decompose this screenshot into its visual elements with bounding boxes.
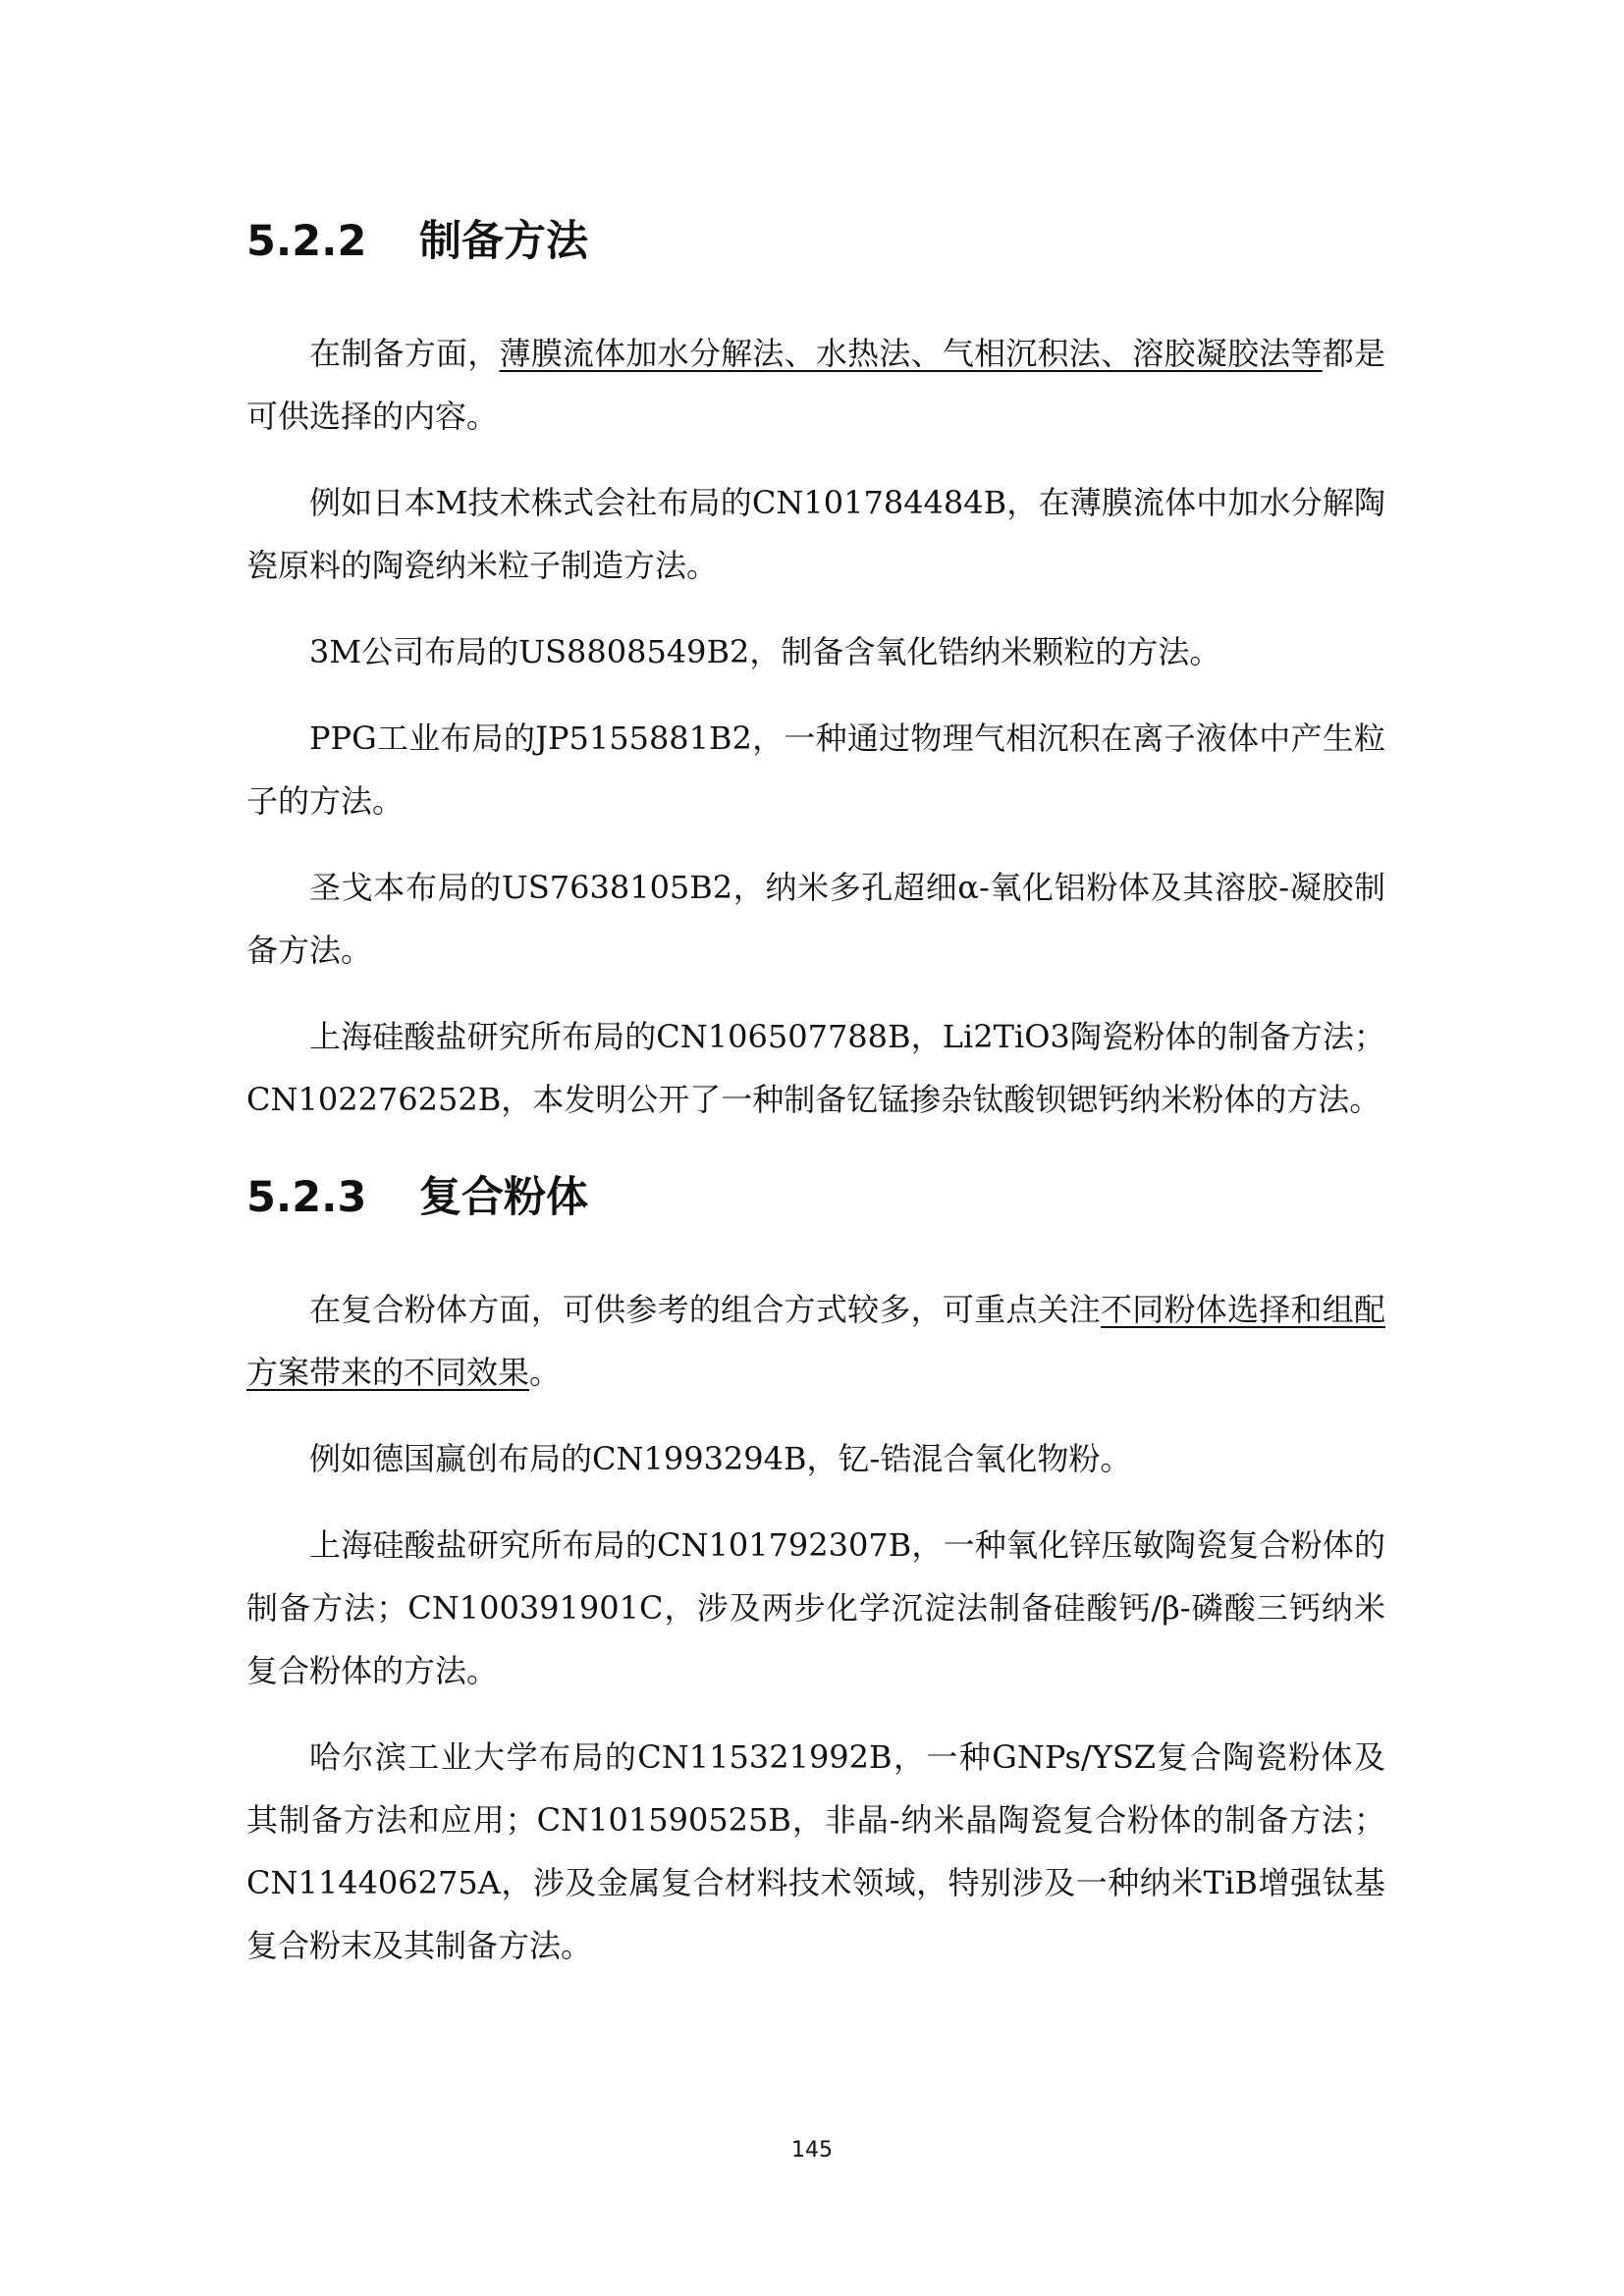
paragraph-text: 3M公司布局的US8808549B2，制备含氧化锆纳米颗粒的方法。	[309, 633, 1221, 670]
paragraph-text: 上海硅酸盐研究所布局的CN106507788B，Li2TiO3陶瓷粉体的制备方法；CN102276252B，本发明公开了一种制备钇锰掺杂钛酸钡锶钙纳米粉体的方法。	[246, 1018, 1385, 1118]
section-heading-5-2-2	[246, 214, 588, 269]
paragraph	[246, 471, 1385, 597]
section-number: 5.2.3	[246, 1173, 367, 1222]
section-title: 复合粉体	[419, 1173, 588, 1222]
paragraph	[246, 322, 1385, 448]
page-number: 145	[791, 2138, 833, 2163]
paragraph	[246, 1726, 1385, 1977]
paragraph	[246, 1278, 1385, 1404]
paragraph-text: 都是可供选择的内容。	[246, 335, 1385, 435]
paragraph	[246, 1427, 1385, 1490]
section-number: 5.2.2	[246, 217, 367, 266]
paragraph-text: 。	[529, 1354, 562, 1391]
paragraph-text: 例如日本M技术株式会社布局的CN101784484B，在薄膜流体中加水分解陶瓷原料的陶瓷纳米粒子制造方法。	[246, 484, 1385, 584]
section-heading-5-2-3	[246, 1170, 588, 1225]
paragraph	[246, 1514, 1385, 1702]
paragraph	[246, 1005, 1385, 1131]
paragraph	[246, 856, 1385, 982]
paragraph-text: 在复合粉体方面，可供参考的组合方式较多，可重点关注	[309, 1291, 1102, 1328]
paragraph	[246, 620, 1385, 683]
paragraph	[246, 707, 1385, 832]
section-title: 制备方法	[419, 217, 588, 266]
paragraph-text: 上海硅酸盐研究所布局的CN101792307B，一种氧化锌压敏陶瓷复合粉体的制备方法；CN100391901C，涉及两步化学沉淀法制备硅酸钙/β-磷酸三钙纳米复合粉体的方法。	[246, 1526, 1385, 1689]
paragraph-text: PPG工业布局的JP5155881B2，一种通过物理气相沉积在离子液体中产生粒子的方法。	[246, 720, 1385, 820]
paragraph-text: 圣戈本布局的US7638105B2，纳米多孔超细α-氧化铝粉体及其溶胶-凝胶制备方法。	[246, 869, 1385, 969]
paragraph-text: 例如德国赢创布局的CN1993294B，钇-锆混合氧化物粉。	[309, 1440, 1132, 1477]
underlined-text: 薄膜流体加水分解法、水热法、气相沉积法、溶胶凝胶法等	[499, 335, 1323, 372]
underlined-text: 不同粉体选择和组配方案带来的不同效果	[246, 1291, 1385, 1391]
paragraph-text: 哈尔滨工业大学布局的CN115321992B，一种GNPs/YSZ复合陶瓷粉体及其制备方法和应用；CN101590525B，非晶-纳米晶陶瓷复合粉体的制备方法；CN114406275A，涉及金属复合材料技术领域，特别涉及一种纳米TiB增强钛基复合粉末及其制备方法。	[246, 1738, 1385, 1964]
paragraph-text: 在制备方面，	[309, 335, 500, 372]
